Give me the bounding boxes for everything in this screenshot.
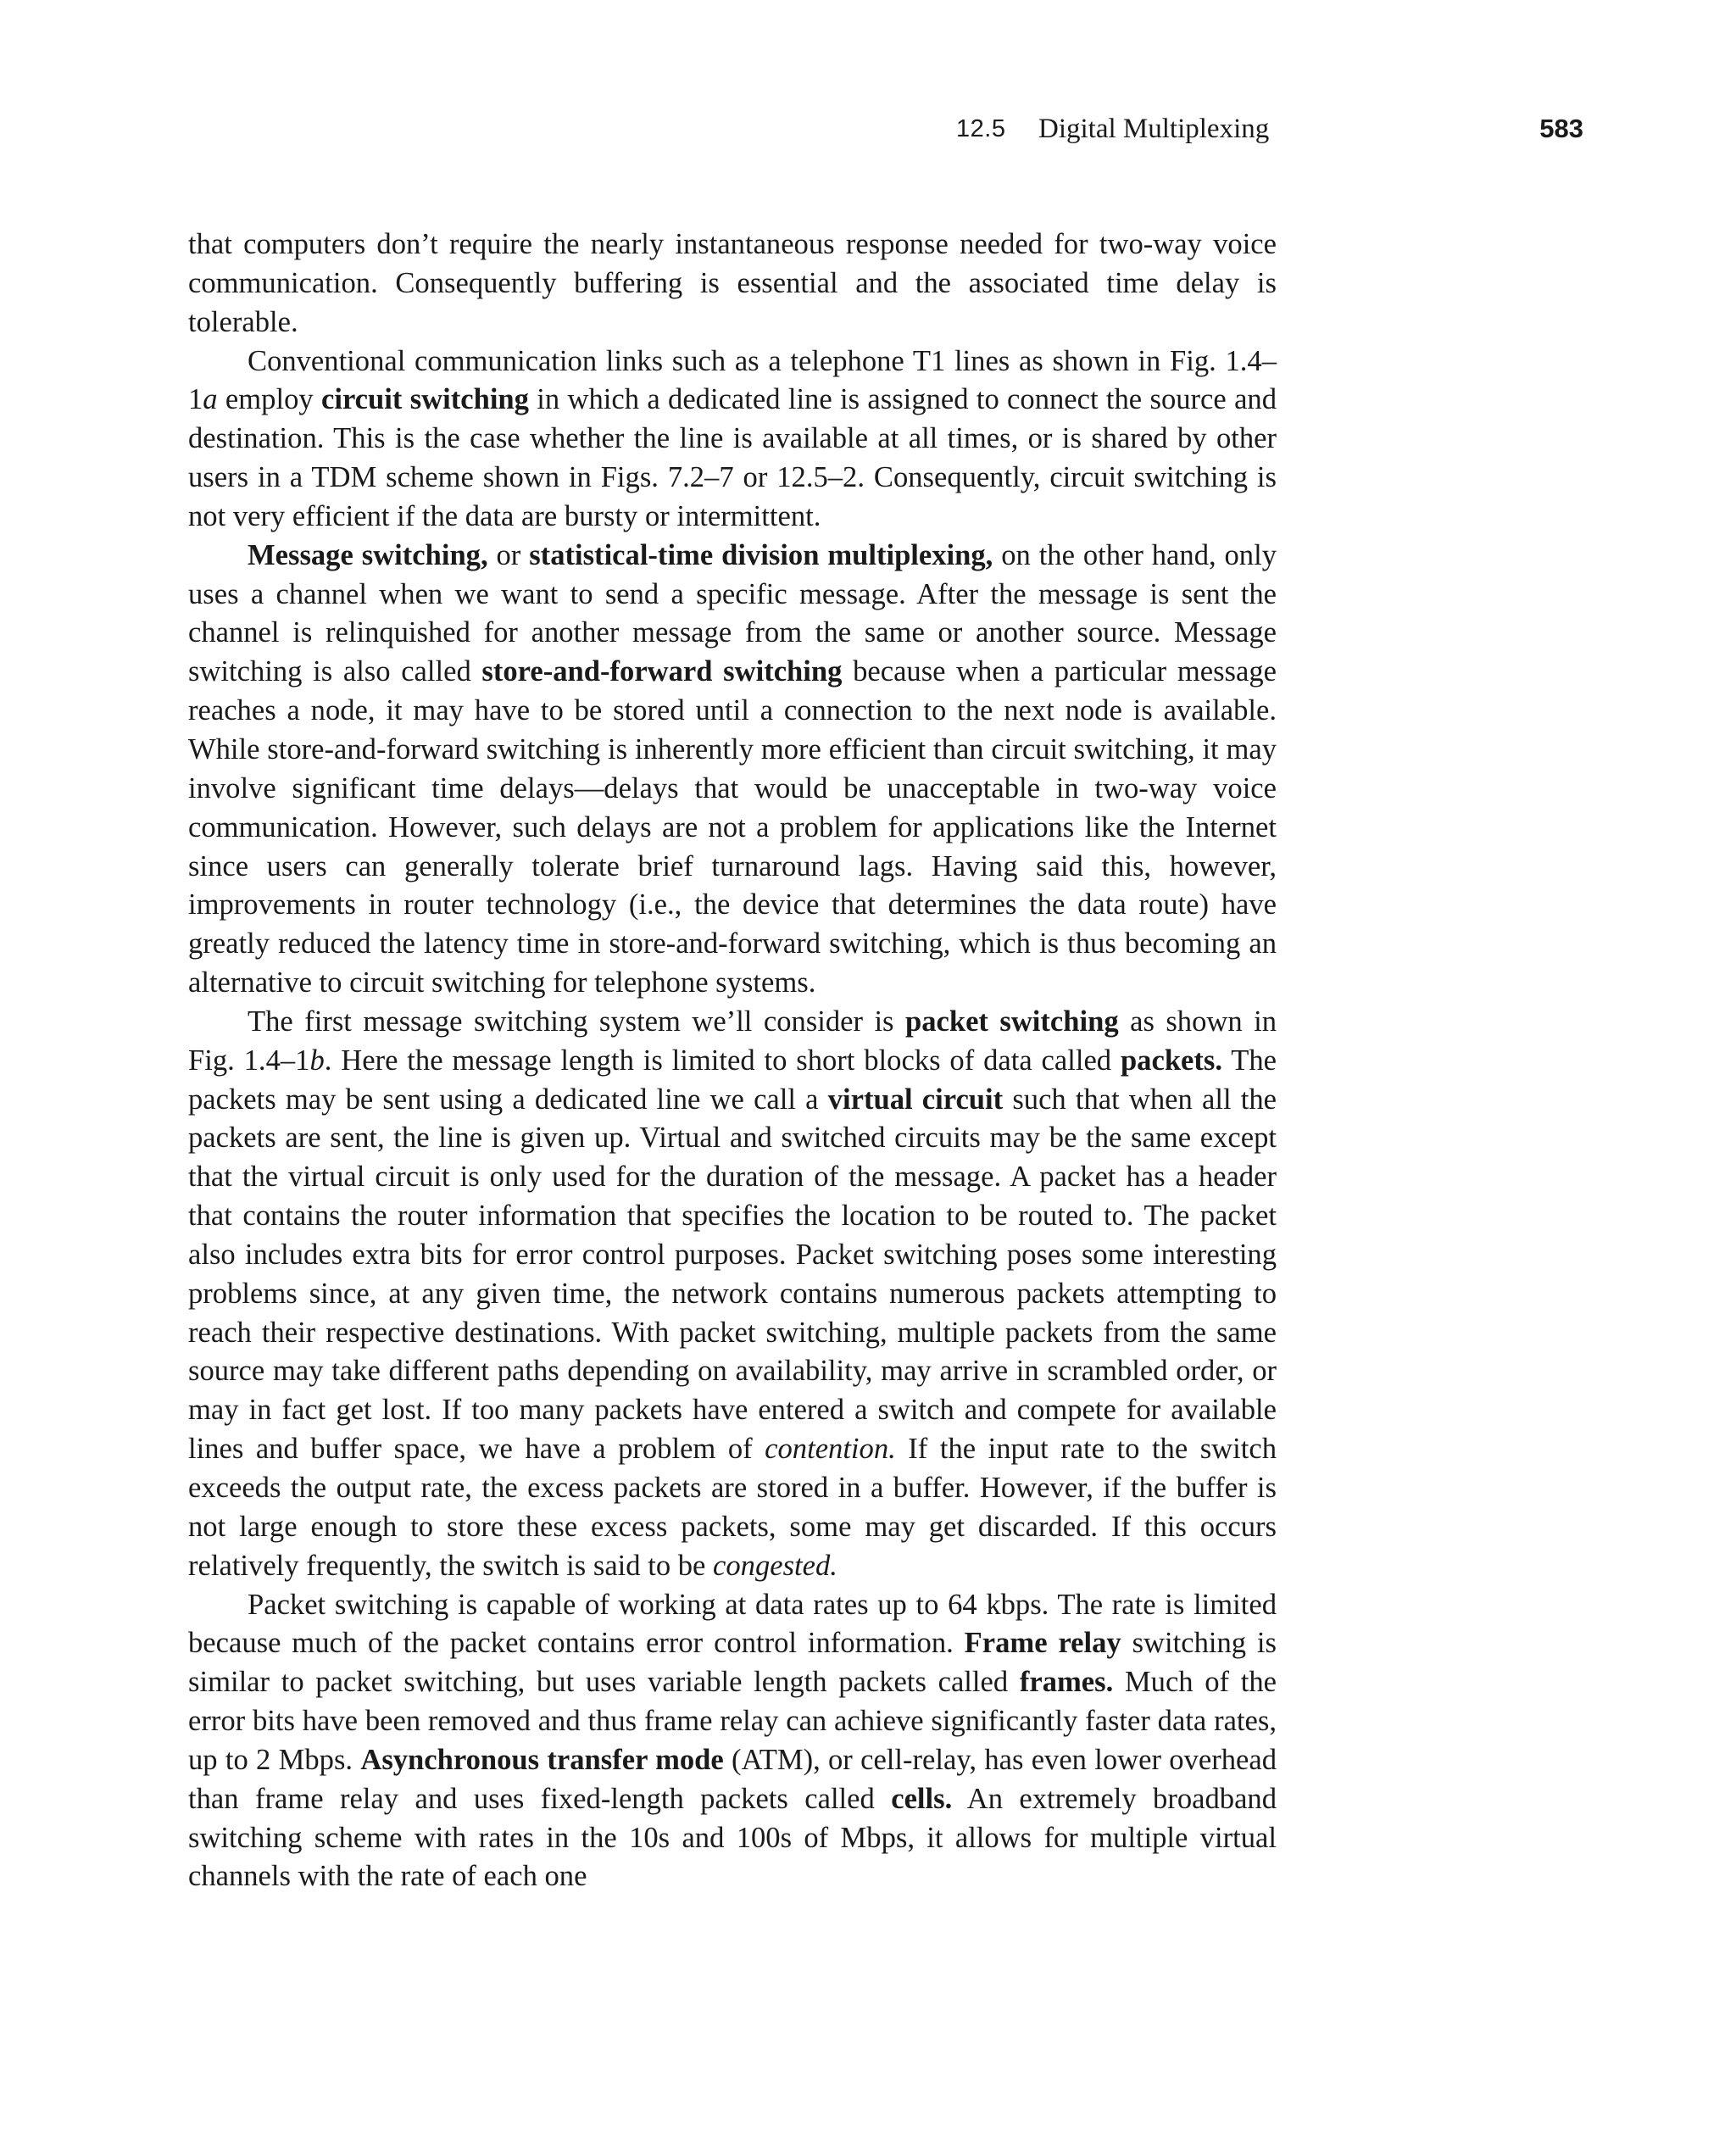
- paragraph: [188, 537, 1277, 1003]
- text-run: Much of the error bits have been removed and thus frame relay can achieve significantly faster data rates, up to 2 Mbps.: [188, 1666, 1277, 1776]
- text-run: . Here the message length is limited to short blocks of data called: [324, 1044, 1121, 1077]
- text-run: or: [487, 538, 530, 571]
- text-run: on the other hand, only uses a channel when we want to send a specific message. After the message is sent the channel is relinquished for another message from the same or another source. Message switching is also called: [188, 538, 1277, 688]
- text-run: Packet switching is capable of working at data rates up to 64 kbps. The rate is limited because much of the packet contains error control information.: [188, 1588, 1277, 1660]
- paragraph: [188, 1003, 1277, 1586]
- text-run: because when a particular message reaches a node, it may have to be stored until a connection to the next node is available. While store-and-forward switching is inherently more efficient than circuit switching, it may involve significant time delays—delays that would be unacceptable in two-way voice communication. However, such delays are not a problem for applications like the Internet since users can generally tolerate brief turnaround lags. Having said this, however, improvements in router technology (i.e., the device that determines the data route) have greatly reduced the latency time in store-and-forward switching, which is thus becoming an alternative to circuit switching for telephone systems.: [188, 655, 1277, 999]
- bold-term: cells.: [891, 1782, 953, 1815]
- text-run: If the input rate to the switch exceeds the output rate, the excess packets are stored in a buffer. However, if the buffer is not large enough to store these excess packets, some may get discarded. If this occurs relatively frequently, the switch is said to be: [188, 1433, 1277, 1582]
- paragraph: [188, 1586, 1277, 1897]
- page-number: 583: [1539, 114, 1583, 143]
- text-run: Conventional communication links such as a telephone T1 lines as shown in Fig. 1.4–1: [188, 344, 1277, 416]
- bold-term: packet switching: [904, 1005, 1119, 1038]
- bold-term: frames.: [1019, 1666, 1114, 1699]
- bold-term: virtual circuit: [827, 1083, 1004, 1116]
- text-run: such that when all the packets are sent, the line is given up. Virtual and switched circuits may be the same except that the virtual circuit is only used for the duration of the message. A packet has a header that contains the router information that specifies the location to be routed to. The packet also includes extra bits for error control purposes. Packet switching poses some interesting problems since, at any given time, the network contains numerous packets attempting to reach their respective destinations. With packet switching, multiple packets from the same source may take different paths depending on availability, may arrive in scrambled order, or may in fact get lost. If too many packets have entered a switch and compete for available lines and buffer space, we have a problem of: [188, 1083, 1277, 1466]
- italic-term: contention.: [765, 1433, 896, 1466]
- bold-term: packets.: [1120, 1044, 1223, 1077]
- text-run: employ: [217, 383, 321, 416]
- bold-term: store-and-forward switching: [481, 655, 843, 688]
- italic-term: a: [203, 383, 218, 416]
- text-run: switching is similar to packet switching, but uses variable length packets called: [188, 1627, 1277, 1699]
- bold-term: Asynchronous transfer mode: [360, 1743, 724, 1776]
- text-run: that computers don’t require the nearly instantaneous response needed for two-way voice communication. Consequently buffering is essential and the associated time delay is tolerable.: [188, 228, 1277, 338]
- bold-term: circuit switching: [320, 383, 529, 416]
- paragraph: [188, 342, 1277, 537]
- text-run: An extremely broadband switching scheme with rates in the 10s and 100s of Mbps, it allows for multiple virtual channels with the rate of each one: [188, 1782, 1277, 1893]
- bold-term: Message switching,: [248, 538, 488, 571]
- text-run: as shown in Fig. 1.4–1: [188, 1005, 1277, 1077]
- paragraph: [188, 225, 1277, 342]
- running-head: [956, 109, 1583, 149]
- section-number: 12.5: [956, 115, 1006, 142]
- section-title: Digital Multiplexing: [1038, 114, 1270, 144]
- bold-term: statistical-time division multiplexing,: [529, 538, 993, 571]
- text-run: (ATM), or cell-relay, has even lower overhead than frame relay and uses fixed-length packets called: [188, 1743, 1277, 1815]
- bold-term: Frame relay: [964, 1627, 1121, 1660]
- text-run: The first message switching system we’ll consider is: [248, 1005, 905, 1038]
- text-run: The packets may be sent using a dedicated line we call a: [188, 1044, 1277, 1116]
- body-text: [188, 225, 1277, 1896]
- italic-term: b: [309, 1044, 325, 1077]
- italic-term: congested.: [713, 1549, 837, 1582]
- text-run: in which a dedicated line is assigned to connect the source and destination. This is the case whether the line is available at all times, or is shared by other users in a TDM scheme shown in Figs. 7.2–7 or 12.5–2. Consequently, circuit switching is not very efficient if the data are bursty or intermittent.: [188, 383, 1277, 532]
